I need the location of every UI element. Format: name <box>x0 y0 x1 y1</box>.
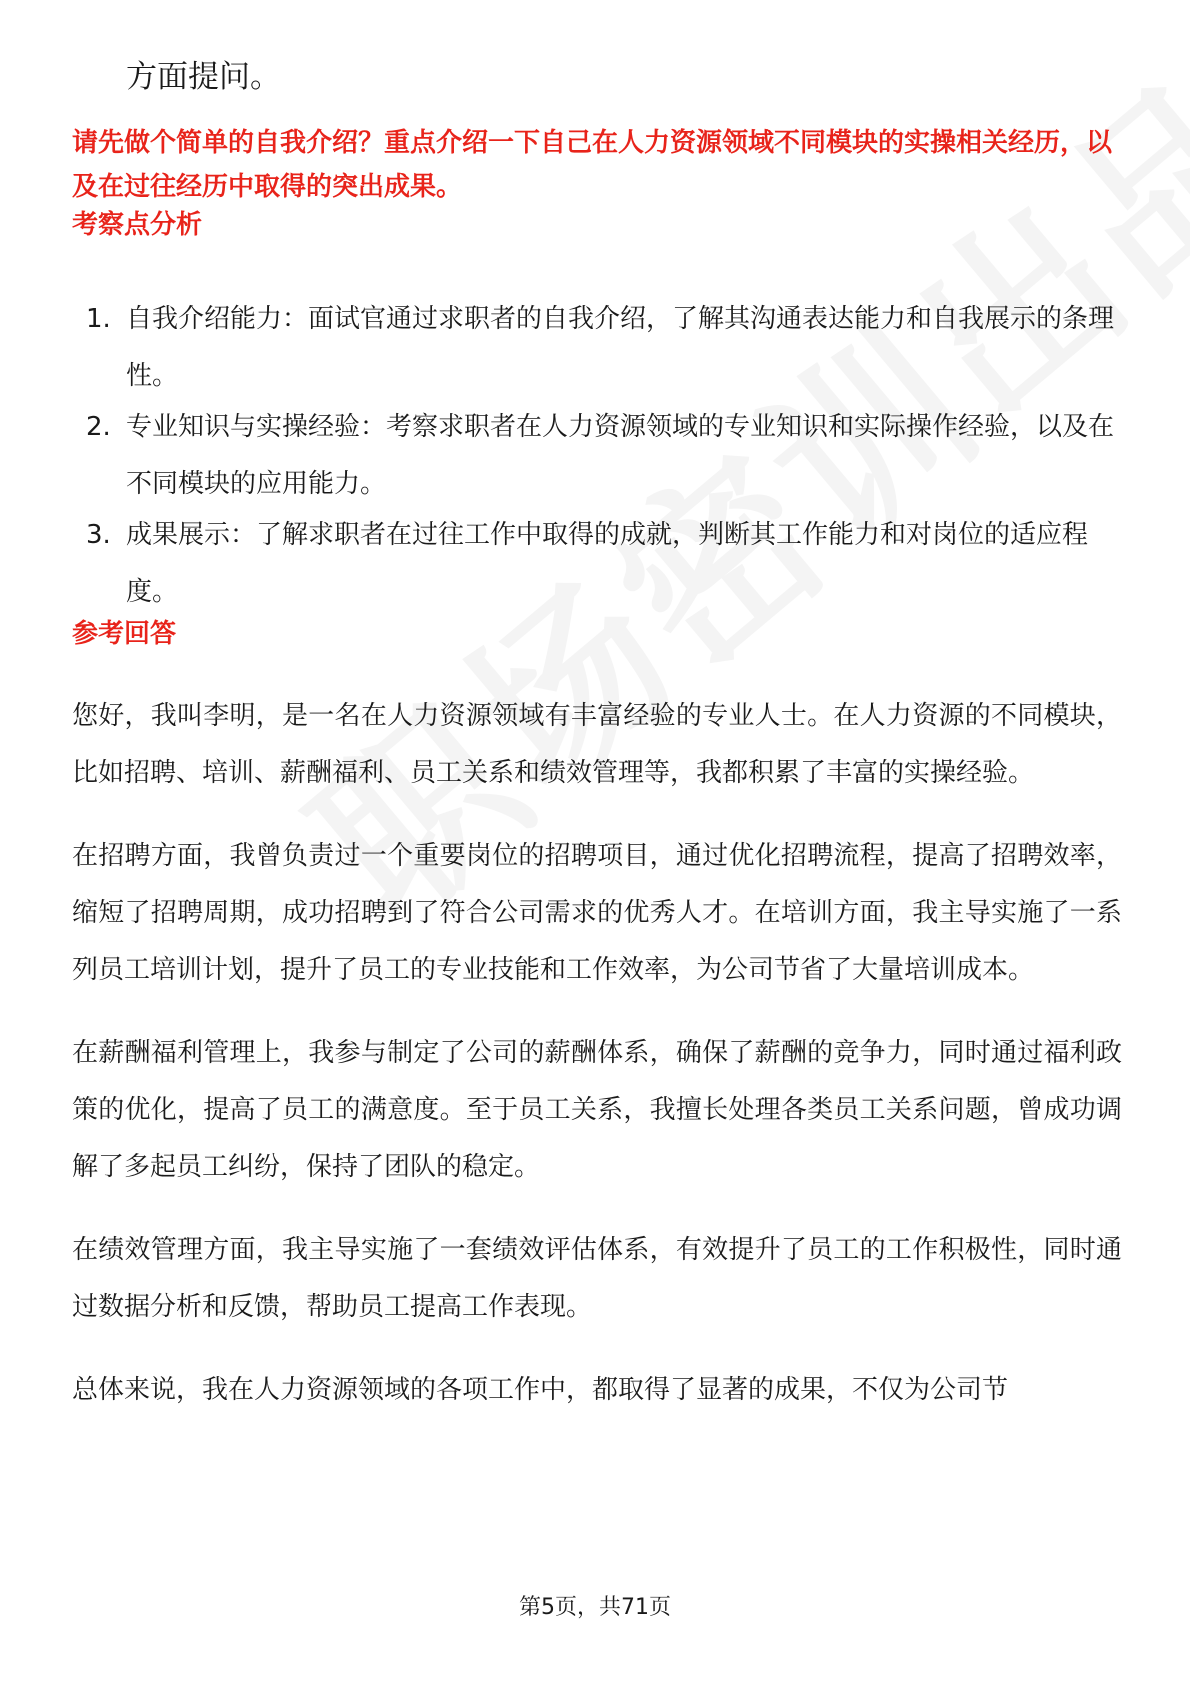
intro-tail-text: 方面提问。 <box>126 59 281 95</box>
list-item <box>72 507 1122 621</box>
list-item <box>72 399 1122 513</box>
analysis-list <box>72 291 1122 621</box>
list-item <box>72 291 1122 405</box>
page-number: 第5页，共71页 <box>519 1595 671 1620</box>
answer-body <box>72 688 1122 1445</box>
interview-question: 请先做个简单的自我介绍？重点介绍一下自己在人力资源领域不同模块的实操相关经历，以及在过往经历中取得的突出成果。 <box>72 128 1113 202</box>
answer-paragraph: 总体来说，我在人力资源领域的各项工作中，都取得了显著的成果，不仅为公司节 <box>72 1375 1009 1405</box>
answer-paragraph: 您好，我叫李明，是一名在人力资源领域有丰富经验的专业人士。在人力资源的不同模块，比如招聘、培训、薪酬福利、员工关系和绩效管理等，我都积累了丰富的实操经验。 <box>72 701 1122 788</box>
answer-heading: 参考回答 <box>72 619 177 649</box>
answer-paragraph: 在薪酬福利管理上，我参与制定了公司的薪酬体系，确保了薪酬的竞争力，同时通过福利政策的优化，提高了员工的满意度。至于员工关系，我擅长处理各类员工关系问题，曾成功调解了多起员工纠纷，保持了团队的稳定。 <box>72 1038 1122 1182</box>
list-item-text: 成果展示：了解求职者在过往工作中取得的成就，判断其工作能力和对岗位的适应程度。 <box>126 520 1089 607</box>
analysis-heading: 考察点分析 <box>72 210 203 240</box>
answer-paragraph: 在绩效管理方面，我主导实施了一套绩效评估体系，有效提升了员工的工作积极性，同时通过数据分析和反馈，帮助员工提高工作表现。 <box>72 1235 1122 1322</box>
answer-paragraph: 在招聘方面，我曾负责过一个重要岗位的招聘项目，通过优化招聘流程，提高了招聘效率，缩短了招聘周期，成功招聘到了符合公司需求的优秀人才。在培训方面，我主导实施了一系列员工培训计划，提升了员工的专业技能和工作效率，为公司节省了大量培训成本。 <box>72 841 1122 985</box>
list-item-text: 自我介绍能力：面试官通过求职者的自我介绍，了解其沟通表达能力和自我展示的条理性。 <box>126 304 1115 391</box>
list-item-number: 2. <box>86 412 111 442</box>
list-item-number: 3. <box>86 520 111 550</box>
list-item-text: 专业知识与实操经验：考察求职者在人力资源领域的专业知识和实际操作经验，以及在不同模块的应用能力。 <box>126 412 1115 499</box>
list-item-number: 1. <box>86 304 111 334</box>
